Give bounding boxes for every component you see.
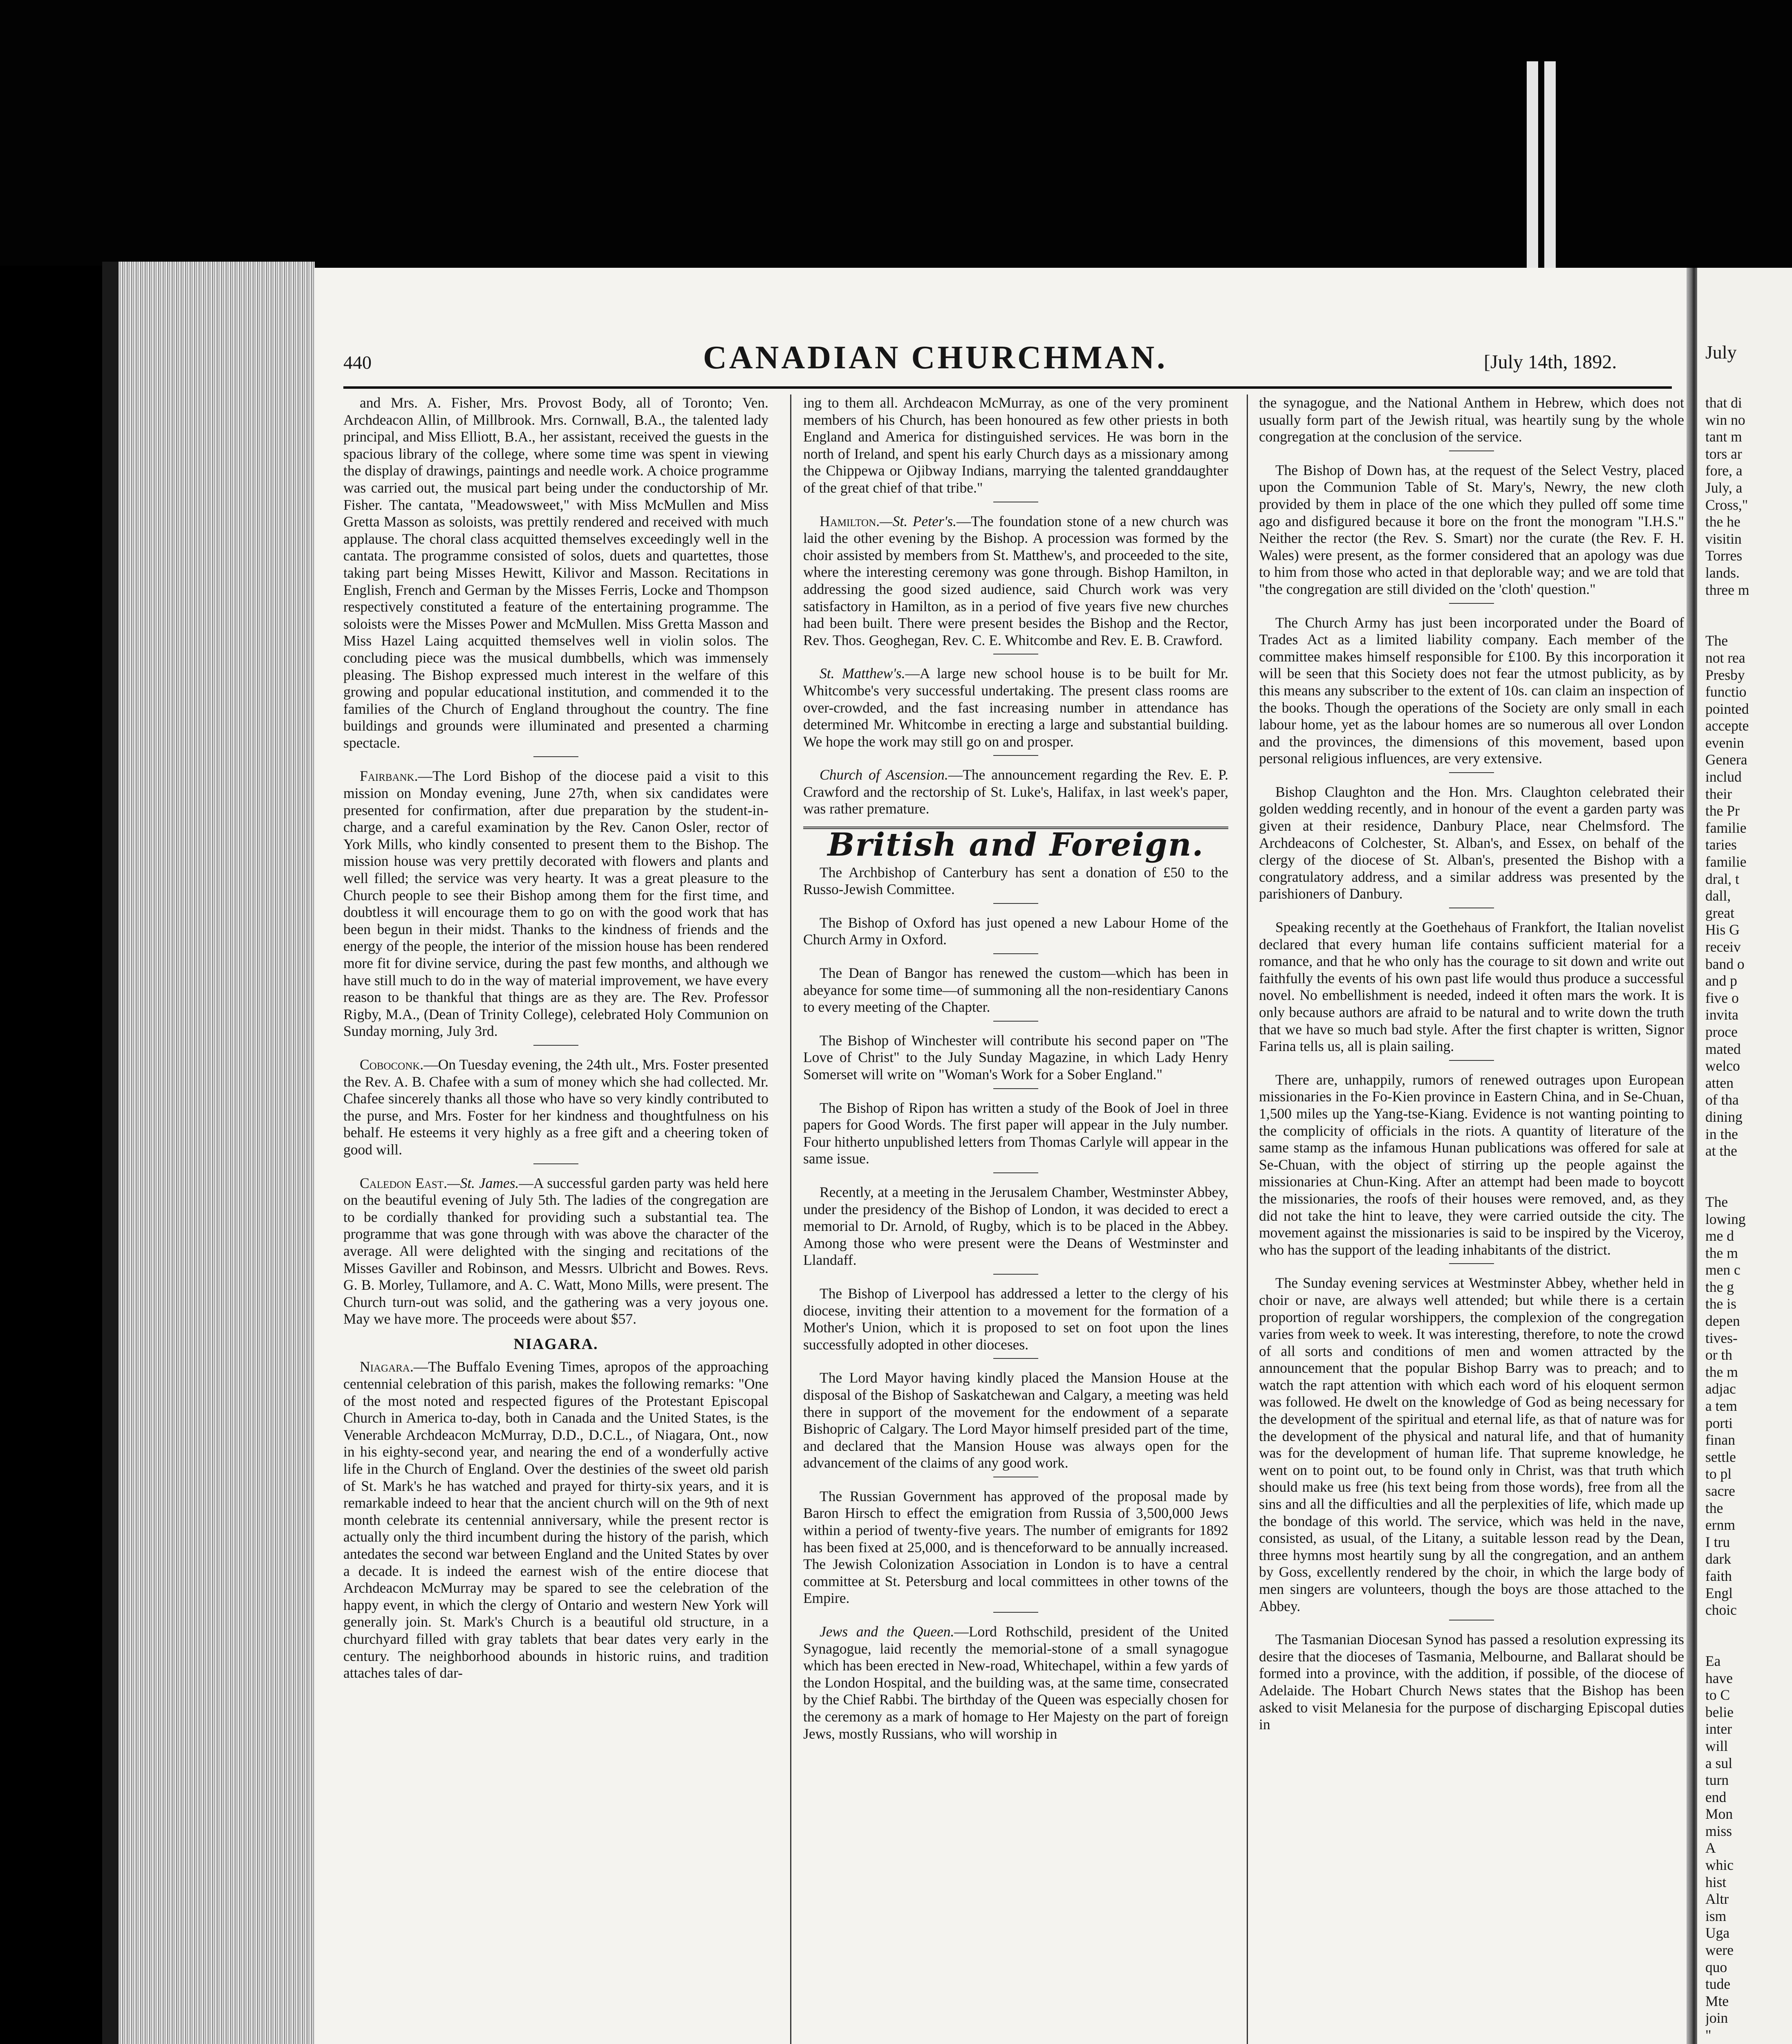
paragraph-separator bbox=[1449, 772, 1494, 773]
paragraph-text: The Church Army has just been incorporated under the Board of Trades Act as a limited liability company. Each member of the committee makes himself responsible for £100. By this incorporation it will be seen that this Society does not fear the utmost publicity, as by this means any subscriber to the extent of 10s. can claim an inspection of the books. Though the operations of the Society are only small in each labour home, yet as the labour homes are so numerous all over London and the provinces, the dimensions of this movement, based upon personal religious influences, are very extensive. bbox=[1259, 614, 1684, 767]
article-paragraph bbox=[803, 1369, 1228, 1472]
paragraph-separator bbox=[993, 1274, 1038, 1275]
paragraph-text: —The Lord Bishop of the diocese paid a visit to this mission on Monday evening, June 27th, when six candidates were presented for confirmation, after due preparation by the student-in-charge, and a careful examination by the Rev. Canon Osler, rector of York Mills, who kindly consented to present them to the Bishop. The mission house was very prettily decorated with flowers and plants and well filled; the service was very hearty. It was a great pleasure to the Church people to see their Bishop among them for the first time, and doubtless it will encourage them to go on with the good work that has been begun in their midst. Thanks to the kindness of friends and the energy of the people, the interior of the mission house has been rendered more fit for divine service, during the past few months, and although we have still much to do in the way of material improvement, we have every reason to be thankful that things are as they are. The Rev. Professor Rigby, M.A., (Dean of Trinity College), celebrated Holy Communion on Sunday morning, July 3rd. bbox=[343, 768, 768, 1040]
paragraph-text: The Sunday evening services at Westminster Abbey, whether held in choir or nave, are always well attended; but while there is a certain proportion of regular worshippers, the complexion of the congregation varies from week to week. It was interesting, therefore, to note the crowd of all sorts and conditions of men and women attracted by the announcement that the popular Bishop Barry was to preach; and to watch the rapt attention with which each word of his eloquent sermon was followed. He dwelt on the knowledge of God as being necessary for the development of the spiritual and eternal life, as that of nature was for the development of the physical and natural life, and that of humanity was for the development of human life. That supreme knowledge, he went on to point out, to be found only in Christ, was that truth which should make us free (his text being from those words), free from all the sins and all the difficulties and all the perplexities of life, which made up the bondage of this world. The service, which was held in the nave, consisted, as usual, of the Litany, a suitable lesson read by the Dean, three hymns most heartily sung by all the congregation, and an anthem by Goss, excellently rendered by the choir, in which the large body of men singers are volunteers, though the boys are those attached to the Abbey. bbox=[1259, 1275, 1684, 1614]
header-rule bbox=[343, 386, 1672, 389]
article-paragraph bbox=[1259, 394, 1684, 446]
newspaper-page bbox=[315, 268, 1692, 2044]
paragraph-text: the synagogue, and the National Anthem in Hebrew, which does not usually form part of the Jewish ritual, was heartily sung by the whole congregation at the conclusion of the service. bbox=[1259, 394, 1684, 445]
article-paragraph bbox=[803, 1285, 1228, 1353]
article-paragraph bbox=[803, 1184, 1228, 1269]
dateline: Hamilton. bbox=[820, 513, 880, 529]
paragraph-text: The Tasmanian Diocesan Synod has passed a resolution expressing its desire that the dioceses of Tasmania, Melbourne, and Ballarat should be formed into a province, with the addition, if possible, of the diocese of Adelaide. The Hobart Church News states that the Bishop has been asked to visit Melanesia for the purpose of discharging Episcopal duties in bbox=[1259, 1631, 1684, 1733]
article-paragraph bbox=[343, 768, 768, 1040]
article-paragraph bbox=[803, 513, 1228, 649]
paragraph-text: and Mrs. A. Fisher, Mrs. Provost Body, all of Toronto; Ven. Archdeacon Allin, of Millbrook. Mrs. Cornwall, B.A., the talented lady principal, and Miss Elliott, B.A., her assistant, received the guests in the spacious library of the college, where some time was spent in viewing the display of drawings, paintings and needle work. A choice programme was carried out, the musical part being under the conductorship of Mr. Fisher. The cantata, "Meadowsweet," with Miss McMullen and Miss Gretta Masson as soloists, was prettily rendered and received with much applause. The choral class acquitted themselves exceedingly well in the cantata. The programme consisted of solos, duets and quartettes, those taking part being Misses Hewitt, Kilivor and Masson. Recitations in English, French and German by the Misses Ferris, Locke and Thompson respectively constituted a feature of the entertaining programme. The soloists were the Misses Power and McMullen. Miss Gretta Masson and Miss Hazel Laing acquitted themselves well in violin solos. The concluding piece was the musical dumbbells, which was immensely pleasing. The Bishop expressed much interest in the welfare of this growing and popular educational institution, and commended it to the families of the Church of England throughout the country. The fine buildings and grounds were illuminated and presented a charming spectacle. bbox=[343, 394, 768, 751]
paragraph-separator bbox=[993, 755, 1038, 756]
dateline: Niagara. bbox=[360, 1358, 414, 1375]
paragraph-separator bbox=[993, 953, 1038, 954]
paragraph-text: The Lord Mayor having kindly placed the Mansion House at the disposal of the Bishop of Saskatchewan and Calgary, a meeting was held there in support of the movement for the endowment of a separate Bishopric of Calgary. The Lord Mayor himself presided part of the time, and declared that the Mansion House was always open for the advancement of the claims of any good work. bbox=[803, 1369, 1228, 1471]
paragraph-separator bbox=[533, 1045, 578, 1046]
article-paragraph bbox=[803, 864, 1228, 898]
paragraph-text: The Bishop of Liverpool has addressed a letter to the clergy of his diocese, inviting their attention to a movement for the formation of a Mother's Union, which it is proposed to set on foot upon the lines successfully adopted in other dioceses. bbox=[803, 1285, 1228, 1353]
paragraph-text: —A large new school house is to be built for Mr. Whitcombe's very successful undertaking. The present class rooms are over-crowded, and the fast increasing number in attendance has determined Mr. Whitcombe in erecting a large and substantial building. We hope the work may still go on and prosper. bbox=[803, 665, 1228, 750]
paragraph-separator bbox=[1449, 603, 1494, 604]
article-paragraph bbox=[343, 394, 768, 751]
paragraph-separator bbox=[993, 1021, 1038, 1022]
paragraph-text: The Dean of Bangor has renewed the custom—which has been in abeyance for some time—of summoning all the non-residentiary Canons to every meeting of the Chapter. bbox=[803, 965, 1228, 1015]
paragraph-text: Bishop Claughton and the Hon. Mrs. Claughton celebrated their golden wedding recently, and in honour of the event a garden party was given at their residence, Danbury Place, near Chelmsford. The Archdeacons of Colchester, St. Alban's, and Essex, on behalf of the clergy of the diocese of St. Alban's, presented the Bishop with a congratulatory address, and a similar address was presented by the parishioners of Danbury. bbox=[1259, 783, 1684, 902]
article-column-2 bbox=[803, 394, 1228, 2044]
issue-date: [July 14th, 1892. bbox=[1484, 351, 1617, 373]
article-paragraph bbox=[1259, 784, 1684, 903]
paragraph-separator bbox=[533, 756, 578, 757]
publication-title: CANADIAN CHURCHMAN. bbox=[703, 340, 1168, 376]
paragraph-separator bbox=[533, 1163, 578, 1164]
parish-name: —St. James. bbox=[447, 1174, 519, 1191]
page-number: 440 bbox=[343, 352, 372, 373]
paragraph-text: Speaking recently at the Goethehaus of Frankfort, the Italian novelist declared that every human life contains sufficient material for a romance, and that he who only has the courage to sit down and write out faithfully the events of his own past life would thus produce a successful novel. No embellishment is needed, indeed it often mars the work. It is only because authors are afraid to be natural and to write down the truth that we have so much bad style. After the first chapter is written, Signor Farina tells us, all is plain sailing. bbox=[1259, 919, 1684, 1055]
article-paragraph bbox=[343, 1358, 768, 1681]
article-paragraph bbox=[1259, 919, 1684, 1055]
paragraph-text: —The announcement regarding the Rev. E. P. Crawford and the rectorship of St. Luke's, Halifax, in last week's paper, was rather premature. bbox=[803, 766, 1228, 817]
paragraph-separator bbox=[1449, 1060, 1494, 1061]
article-paragraph bbox=[803, 1032, 1228, 1083]
binding-bar bbox=[1527, 61, 1538, 274]
masthead bbox=[343, 339, 1668, 384]
article-paragraph bbox=[343, 1175, 768, 1328]
paragraph-text: —Lord Rothschild, president of the United Synagogue, laid recently the memorial-stone of a small synagogue which has been erected in New-road, Whitechapel, within a few yards of the London Hospital, and the building was, at the same time, consecrated by the Chief Rabbi. The birthday of the Queen was especially chosen for the ceremony as a mark of homage to Her Majesty on the part of foreign Jews, mostly Russians, who will worship in bbox=[803, 1623, 1228, 1742]
paragraph-separator bbox=[993, 903, 1038, 904]
paragraph-separator bbox=[993, 1358, 1038, 1359]
paragraph-text: There are, unhappily, rumors of renewed outrages upon European missionaries in the Fo-Kien province in Eastern China, and in Se-Chuan, 1,500 miles up the Yang-tse-Kiang. Evidence is not wanting pointing to the complicity of officials in the riots. A quantity of literature of the same stamp as the infamous Hunan publications was offered for sale at Se-Chuan, with the object of stirring up the people against the missionaries at Chun-King. After an attempt had been made to boycott the missionaries, the roofs of their houses were removed, and, as they did not take the hint to leave, they were carried outside the city. The movement against the missionaries is said to be inspired by the Viceroy, who has the support of the leading inhabitants of the district. bbox=[1259, 1071, 1684, 1258]
article-paragraph bbox=[803, 1100, 1228, 1168]
parish-name: Church of Ascension. bbox=[820, 766, 948, 783]
paragraph-separator bbox=[993, 1088, 1038, 1089]
paragraph-text: The Bishop of Down has, at the request of the Select Vestry, placed upon the Communion Table of St. Mary's, Newry, the new cloth provided by them in place of the one which they pulled off some time ago and disfigured because it bore on the front the monogram "I.H.S." Neither the rector (the Rev. S. Smart) nor the curate (the Rev. F. H. Wales) were present, as the former considered that an apology was due to him from those who acted in that deplorable way; and we are told that "the congregation are still divided on the 'cloth' question." bbox=[1259, 462, 1684, 597]
paragraph-separator bbox=[993, 1172, 1038, 1173]
parish-name: —St. Peter's. bbox=[880, 513, 956, 529]
paragraph-text: The Bishop of Ripon has written a study of the Book of Joel in three papers for Good Words. The first paper will appear in the July number. Four hitherto unpublished letters from Thomas Carlyle will appear in the same issue. bbox=[803, 1099, 1228, 1167]
article-paragraph bbox=[1259, 462, 1684, 598]
paragraph-text: The Archbishop of Canterbury has sent a donation of £50 to the Russo-Jewish Committee. bbox=[803, 864, 1228, 898]
article-paragraph bbox=[1259, 1071, 1684, 1259]
adjacent-page-text: that di win no tant m tors ar fore, a July, a Cross," the he visitin Torres lands. three m The not rea Presby functio pointed accepte evenin Genera includ their the Pr familie taries familie dral, t dall, great His G receiv band o and p five o invita proce mated welco atten of tha dining in the at the The lowing me d the m men c the g the is depen tives- or th the m adjac a tem porti finan settle to pl sacre the ernm I tru dark faith Engl choic Ea have to C belie inter will a sul turn end Mon miss A whic hist Altr ism Uga were quo tude Mte join " bbox=[1705, 394, 1749, 2043]
parish-name: St. Matthew's. bbox=[820, 665, 905, 682]
paragraph-text: —A successful garden party was held here on the beautiful evening of July 5th. The ladies of the congregation are to be cordially thanked for providing such a substantial tea. The programme that was gone through with was above the character of the average. All were delighted with the singing and recitations of the Misses Gaviller and Robinson, and Messrs. Ulbricht and Bowes. Revs. G. B. Morley, Tullamore, and A. C. Watt, Mono Mills, were present. The Church turn-out was solid, and the gathering was a very joyous one. May we have more. The proceeds were about $57. bbox=[343, 1174, 768, 1327]
book-page-edges bbox=[102, 262, 315, 2044]
article-column-1 bbox=[343, 394, 768, 2044]
paragraph-text: —On Tuesday evening, the 24th ult., Mrs. Foster presented the Rev. A. B. Chafee with a sum of money which she had collected. Mr. Chafee sincerely thanks all those who have so very kindly contributed to the purse, and Mrs. Foster for her kindness and thoughtfulness on his behalf. He esteems it very highly as a free gift and a cheering token of good will. bbox=[343, 1056, 768, 1158]
column-divider bbox=[1247, 394, 1248, 2044]
paragraph-text: Recently, at a meeting in the Jerusalem Chamber, Westminster Abbey, under the presidency of the Bishop of London, it was decided to erect a memorial to Dr. Arnold, of Rugby, which is to be placed in the Abbey. Among those who were present were the Deans of Westminster and Llandaff. bbox=[803, 1183, 1228, 1269]
parish-name: Jews and the Queen. bbox=[820, 1623, 954, 1640]
dateline: Coboconk. bbox=[360, 1056, 424, 1073]
paragraph-text: —The Buffalo Evening Times, apropos of the approaching centennial celebration of this parish, makes the following remarks: "One of the most noted and respected figures of the Protestant Episcopal Church in America to-day, both in Canada and the United States, is the Venerable Archdeacon McMurray, D.D., D.C.L., of Niagara, Ont., now in his eighty-second year, and nearing the end of a wonderfully active life in the Church of England. Over the destinies of the sweet old parish of St. Mark's he has watched and prayed for thirty-six years, and it is remarkable indeed to hear that the ancient church will on the 9th of next month celebrate its centennial anniversary, while the present rector is actually only the third incumbent during the history of the parish, which antedates the second war between England and the United States by over a decade. It is indeed the earnest wish of the entire diocese that Archdeacon McMurray may be spared to see the celebration of the happy event, in which the clergy of Ontario and western New York will generally join. St. Mark's Church is a beautiful old structure, in a churchyard filled with gray tablets that bear dates very early in the century. The neighborhood abounds in historic ruins, and tradition attaches tales of dar- bbox=[343, 1358, 768, 1681]
diocese-heading: NIAGARA. bbox=[513, 1335, 598, 1353]
article-paragraph bbox=[803, 394, 1228, 497]
article-paragraph bbox=[803, 1488, 1228, 1607]
adjacent-page-fragment bbox=[1697, 268, 1792, 2044]
paragraph-separator bbox=[1449, 1263, 1494, 1264]
article-paragraph bbox=[1259, 1631, 1684, 1733]
article-paragraph bbox=[1259, 614, 1684, 767]
paragraph-text: The Bishop of Winchester will contribute his second paper on "The Love of Christ" to the July Sunday Magazine, in which Lady Henry Somerset will write on "Woman's Work for a Sober England." bbox=[803, 1032, 1228, 1083]
paragraph-text: The Bishop of Oxford has just opened a new Labour Home of the Church Army in Oxford. bbox=[803, 914, 1228, 948]
article-paragraph bbox=[803, 766, 1228, 818]
article-paragraph bbox=[803, 965, 1228, 1016]
dateline: Fairbank. bbox=[360, 768, 418, 784]
article-paragraph bbox=[803, 914, 1228, 948]
binding-bar bbox=[1544, 61, 1556, 274]
column-divider bbox=[790, 394, 791, 2044]
adjacent-page-header: July bbox=[1705, 342, 1737, 363]
scan-background-top bbox=[0, 0, 1792, 266]
paragraph-text: ing to them all. Archdeacon McMurray, as one of the very prominent members of his Church, has been honoured as few other priests in both England and America for distinguished services. He was born in the north of Ireland, and spent his early Church days as a missionary among the Chippewa or Ojibway Indians, marrying the talented granddaughter of the great chief of that tribe." bbox=[803, 394, 1228, 496]
article-paragraph bbox=[1259, 1275, 1684, 1615]
dateline: Caledon East. bbox=[360, 1174, 447, 1191]
article-paragraph bbox=[803, 665, 1228, 750]
article-paragraph bbox=[803, 1623, 1228, 1742]
paragraph-text: —The foundation stone of a new church was laid the other evening by the Bishop. A procession was formed by the choir assisted by members from St. Matthew's, and proceeded to the site, where the interesting ceremony was gone through. Bishop Hamilton, in addressing the good sized audience, said Church work was very satisfactory in Hamilton, as in a period of five years five new churches had been built. There were present besides the Bishop and the Rector, Rev. Thos. Geoghegan, Rev. C. E. Whitcombe and Rev. E. B. Crawford. bbox=[803, 513, 1228, 648]
paragraph-separator bbox=[1449, 450, 1494, 451]
article-paragraph bbox=[343, 1056, 768, 1159]
paragraph-separator bbox=[993, 1612, 1038, 1613]
article-column-3 bbox=[1259, 394, 1684, 2044]
section-heading: British and Foreign. bbox=[803, 827, 1228, 854]
paragraph-text: The Russian Government has approved of the proposal made by Baron Hirsch to effect the emigration from Russia of 3,500,000 Jews within a period of twenty-five years. The number of emigrants for 1892 has been fixed at 25,000, and is thenceforward to be annually increased. The Jewish Colonization Association in London is to have a central committee at St. Petersburg and local committees in other towns of the Empire. bbox=[803, 1488, 1228, 1607]
